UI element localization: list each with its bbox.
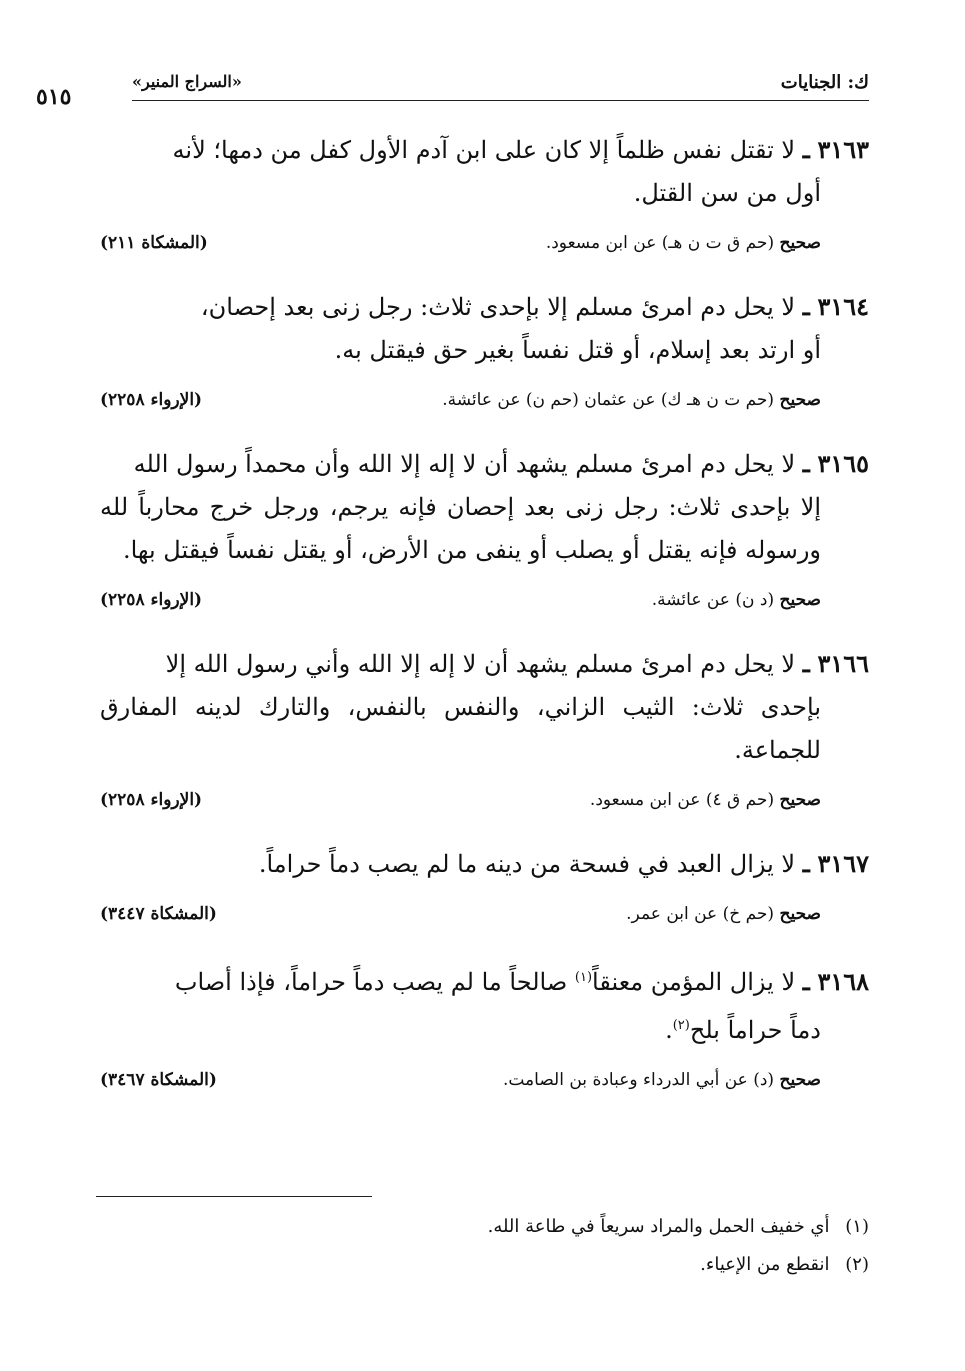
grade-label: صحيح [779, 590, 821, 610]
footnotes [96, 1208, 869, 1284]
hadith-text: صالحاً ما لم يصب دماً حراماً، فإذا أصاب [174, 968, 568, 996]
reference: (المشكاة ٢١١) [100, 233, 208, 253]
footnote-marker[interactable]: (١) [574, 970, 593, 985]
narrators: (حم ق ت ن هـ) عن ابن مسعود. [545, 233, 775, 253]
hadith-text: لا يزال العبد في فسحة من دينه ما لم يصب دماً حراماً. [258, 850, 796, 878]
reference: (الإرواء ٢٢٥٨) [100, 790, 203, 810]
grade-label: صحيح [779, 1070, 821, 1090]
hadith-text: لا يحل دم امرئ مسلم يشهد أن لا إله إلا الله وأن محمداً رسول الله [133, 450, 796, 478]
footnote-marker[interactable]: (٢) [672, 1018, 690, 1033]
hadith-3166 [100, 642, 869, 772]
hadith-text-continued [100, 1004, 869, 1052]
hadith-3163 [100, 128, 869, 215]
hadith-number: ٣١٦٥ [817, 449, 869, 478]
narrators: (د ن) عن عائشة. [651, 590, 775, 610]
narrators: (حم ق ٤) عن ابن مسعود. [589, 790, 775, 810]
grade-label: صحيح [779, 233, 821, 253]
hadith-3165 [100, 442, 869, 572]
narrators: (حم ت ن هـ ك) عن عثمان (حم ن) عن عائشة. [442, 390, 775, 410]
hadith-text-continued: بإحدى ثلاث: الثيب الزاني، والنفس بالنفس، والتارك لدينه المفارق للجماعة. [100, 693, 821, 764]
hadith-text: . [665, 1016, 673, 1044]
separator: ـ [802, 135, 810, 164]
book-title: «السراج المنير» [132, 72, 242, 91]
hadith-text-continued: أول من سن القتل. [633, 179, 821, 207]
reference: (المشكاة ٣٤٦٧) [100, 1070, 217, 1090]
separator: ـ [802, 449, 810, 478]
hadith-text: دماً حراماً بلح [689, 1016, 821, 1044]
footnote-item [96, 1246, 869, 1284]
hadith-source-line [100, 904, 869, 934]
separator: ـ [802, 649, 810, 678]
hadith-3167 [100, 842, 869, 886]
hadith-source-line [100, 790, 869, 820]
hadith-text-continued: أو ارتد بعد إسلام، أو قتل نفساً بغير حق فيقتل به. [334, 336, 821, 364]
hadith-text: لا تقتل نفس ظلماً إلا كان على ابن آدم الأول كفل من دمها؛ لأنه [172, 136, 796, 164]
narrators: (د) عن أبي الدرداء وعبادة بن الصامت. [502, 1070, 775, 1090]
separator: ـ [802, 292, 810, 321]
hadith-3168 [100, 956, 869, 1052]
footnote-rule [96, 1196, 372, 1197]
header-rule [132, 100, 869, 101]
hadith-source-line [100, 590, 869, 620]
reference: (الإرواء ٢٢٥٨) [100, 390, 203, 410]
footnote-text: انقطع من الإعياء. [700, 1254, 830, 1275]
grade-label: صحيح [779, 390, 821, 410]
grade-label: صحيح [779, 790, 821, 810]
hadith-3164 [100, 285, 869, 372]
footnote-number: (١) [845, 1216, 869, 1237]
hadith-text-continued: إلا بإحدى ثلاث: رجل زنى بعد إحصان فإنه يرجم، ورجل خرج محارباً لله ورسوله فإنه يقتل أو يصلب أو ينفى من الأرض، أو يقتل نفساً فيقتل بها. [100, 493, 821, 564]
hadith-number: ٣١٦٧ [817, 849, 869, 878]
hadith-text: لا يحل دم امرئ مسلم يشهد أن لا إله إلا الله وأني رسول الله إلا [165, 650, 796, 678]
footnote-item [96, 1208, 869, 1246]
separator: ـ [802, 967, 810, 996]
hadith-number: ٣١٦٤ [817, 292, 869, 321]
hadith-number: ٣١٦٨ [817, 967, 869, 996]
footnote-number: (٢) [845, 1254, 869, 1275]
chapter-title: ك: الجنايات [780, 72, 869, 93]
narrators: (حم خ) عن ابن عمر. [626, 904, 775, 924]
footnote-text: أي خفيف الحمل والمراد سريعاً في طاعة الله. [487, 1216, 830, 1237]
separator: ـ [802, 849, 810, 878]
reference: (المشكاة ٣٤٤٧) [100, 904, 217, 924]
hadith-text: لا يحل دم امرئ مسلم إلا بإحدى ثلاث: رجل زنى بعد إحصان، [200, 293, 796, 321]
grade-label: صحيح [779, 904, 821, 924]
hadith-number: ٣١٦٣ [817, 135, 869, 164]
hadith-source-line [100, 390, 869, 420]
running-header [36, 72, 869, 110]
hadith-source-line [100, 1070, 869, 1100]
page-number: ٥١٥ [36, 84, 72, 110]
reference: (الإرواء ٢٢٥٨) [100, 590, 203, 610]
hadith-text: لا يزال المؤمن معنقاً [592, 968, 796, 996]
hadith-source-line [100, 233, 869, 263]
hadith-list [100, 128, 869, 1122]
hadith-number: ٣١٦٦ [817, 649, 869, 678]
